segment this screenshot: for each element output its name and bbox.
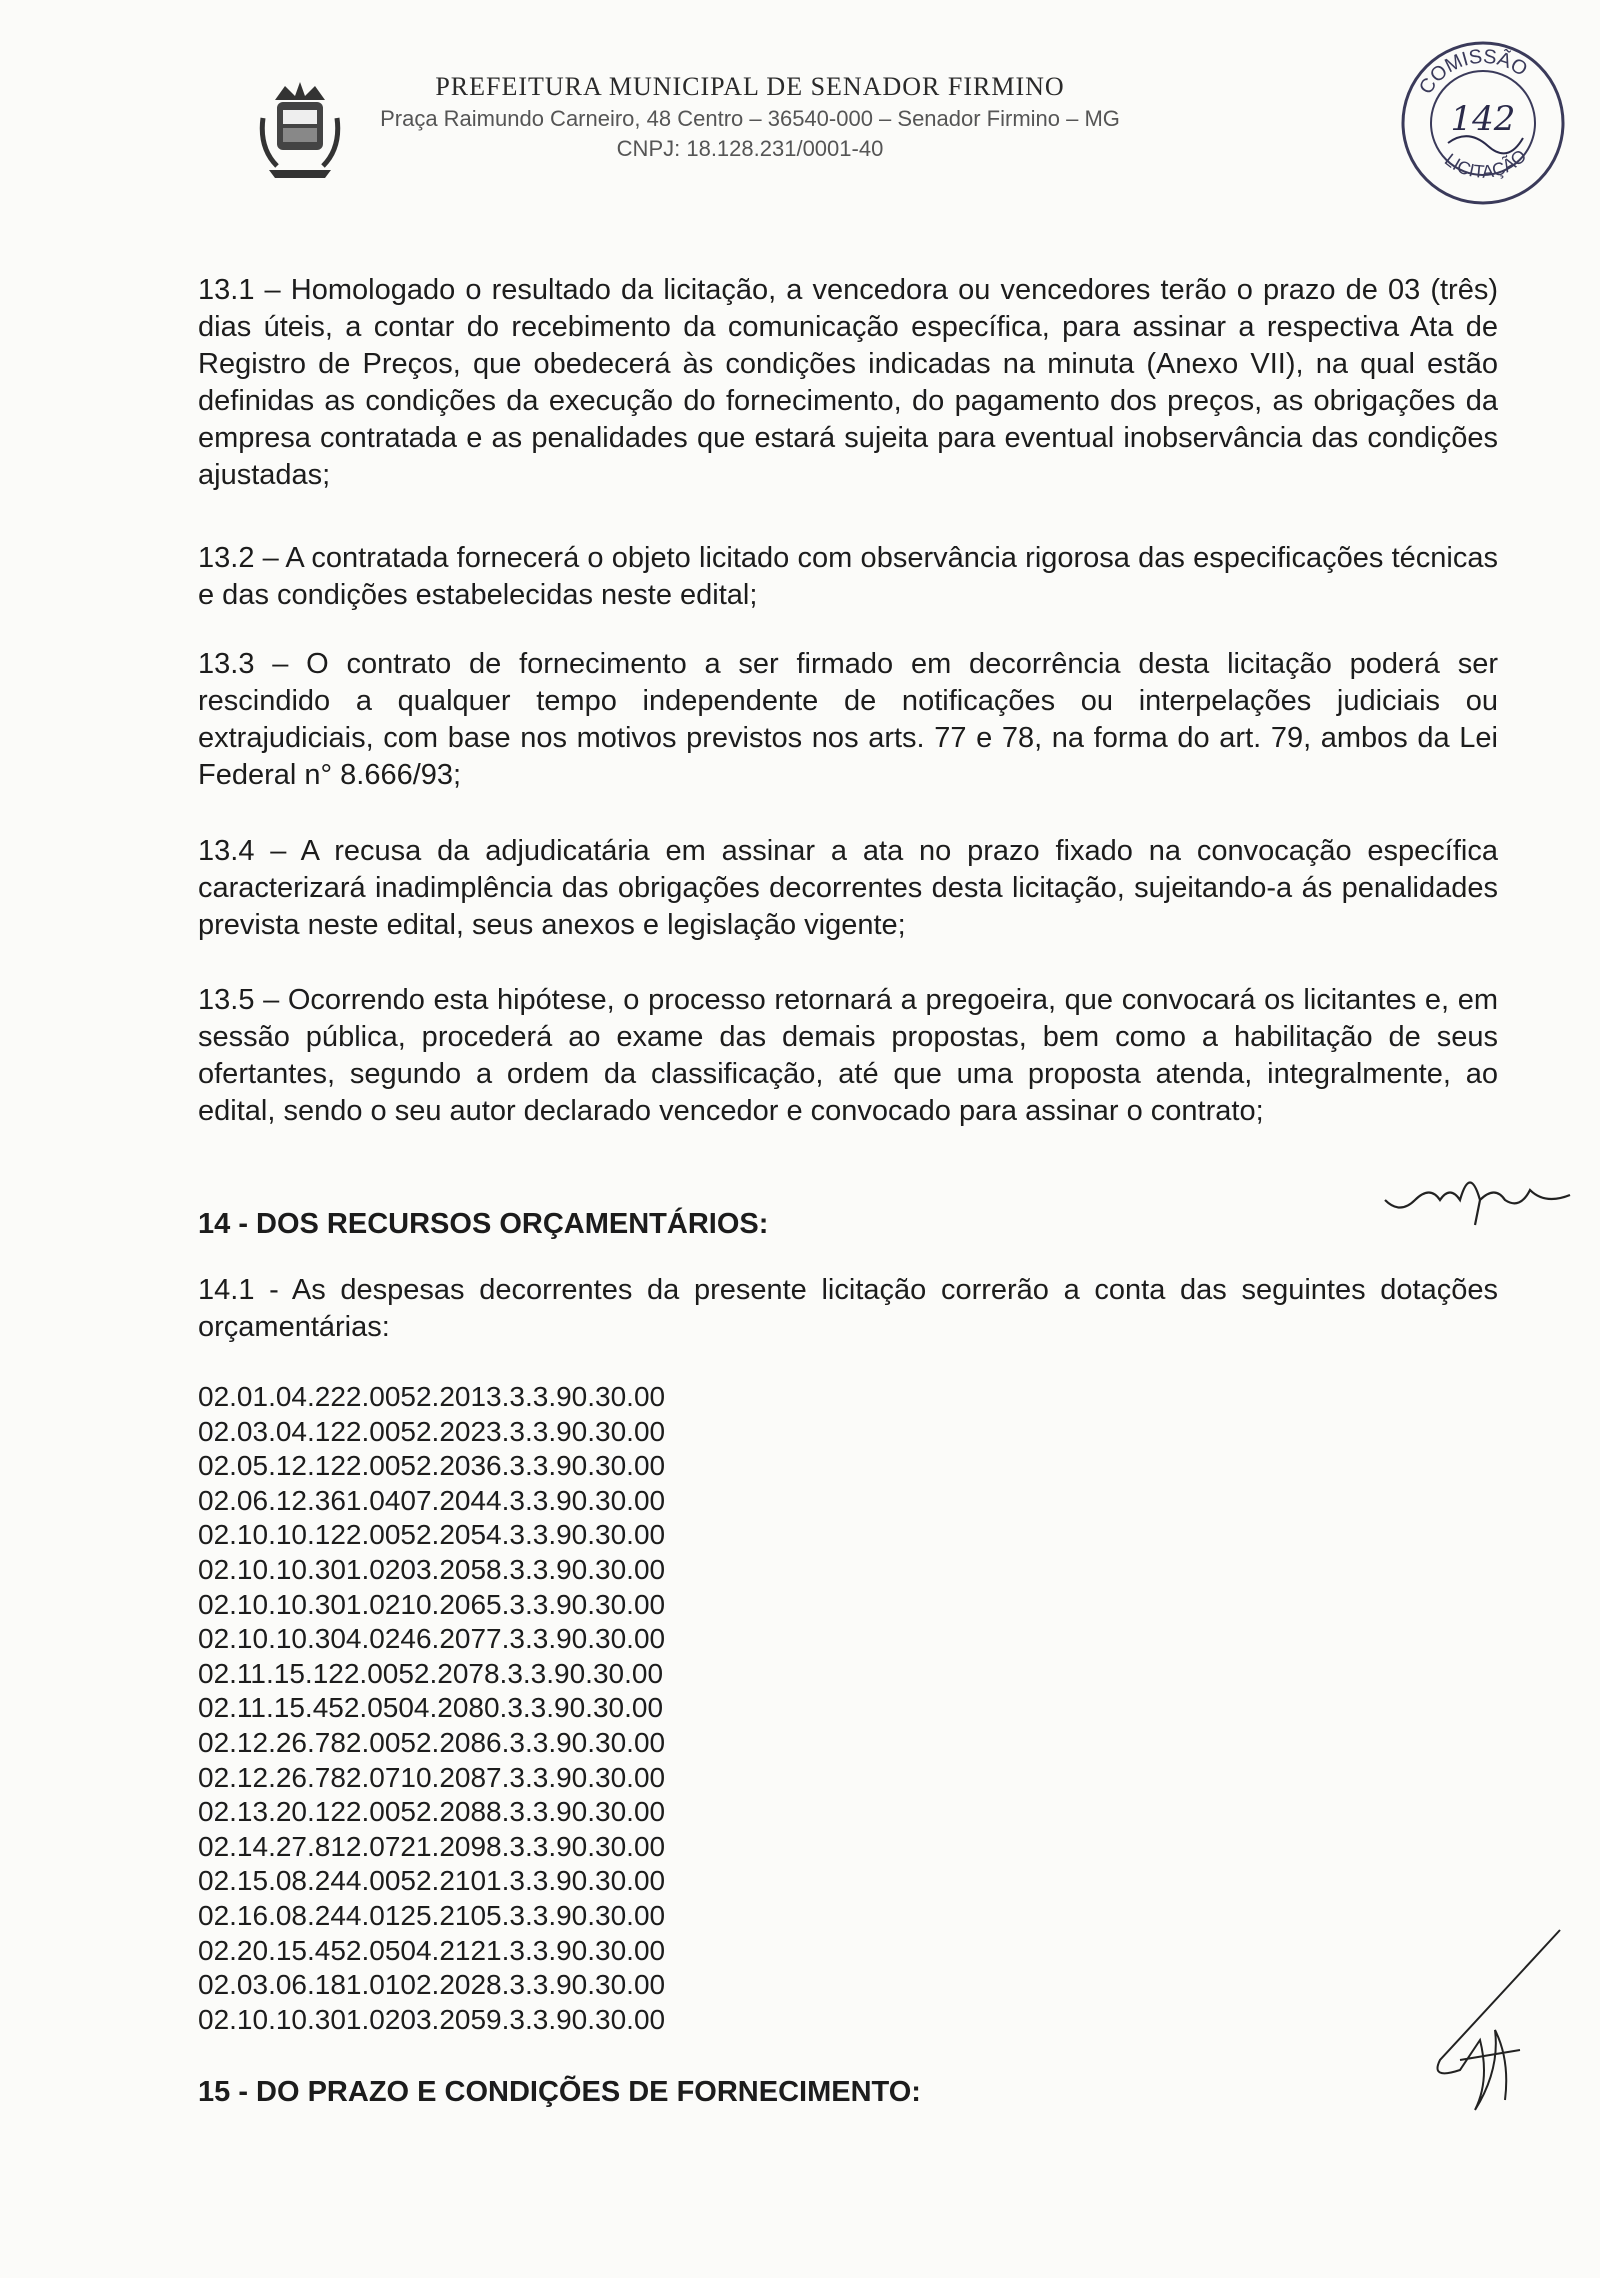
budget-code: 02.10.10.301.0203.2058.3.3.90.30.00 [198,1553,666,1585]
budget-codes-list-wrap [198,1380,1498,2037]
clause-13-4 [198,833,1498,944]
section-15-title: 15 - DO PRAZO E CONDIÇÕES DE FORNECIMENTO: [198,2076,921,2108]
commission-stamp [1398,38,1568,208]
budget-code: 02.14.27.812.0721.2098.3.3.90.30.00 [198,1830,666,1862]
letterhead [250,70,1250,164]
section-15-heading [198,2074,1498,2111]
handwritten-initials [1380,1155,1580,1235]
budget-code: 02.10.10.304.0246.2077.3.3.90.30.00 [198,1623,666,1655]
clause-13-1 [198,272,1498,494]
budget-code: 02.06.12.361.0407.2044.3.3.90.30.00 [198,1484,666,1516]
budget-code: 02.10.10.301.0210.2065.3.3.90.30.00 [198,1588,666,1620]
budget-code: 02.03.04.122.0052.2023.3.3.90.30.00 [198,1415,666,1447]
clause-13-3 [198,646,1498,794]
letterhead-address: Praça Raimundo Carneiro, 48 Centro – 36540-000 – Senador Firmino – MG [380,106,1120,131]
clause-13-2 [198,540,1498,614]
section-14-heading [198,1206,1498,1243]
budget-code: 02.16.08.244.0125.2105.3.3.90.30.00 [198,1899,666,1931]
budget-code: 02.11.15.452.0504.2080.3.3.90.30.00 [198,1692,664,1724]
letterhead-cnpj: CNPJ: 18.128.231/0001-40 [616,136,884,161]
clause-14-1-text: 14.1 - As despesas decorrentes da presente licitação correrão a conta das seguintes dotações orçamentárias: [198,1274,1498,1343]
section-14-title: 14 - DOS RECURSOS ORÇAMENTÁRIOS: [198,1208,769,1240]
letterhead-title: PREFEITURA MUNICIPAL DE SENADOR FIRMINO [435,72,1065,101]
budget-code: 02.11.15.122.0052.2078.3.3.90.30.00 [198,1657,664,1689]
stamp-number: 142 [1450,99,1516,139]
budget-code: 02.12.26.782.0710.2087.3.3.90.30.00 [198,1761,666,1793]
clause-13-1-text: 13.1 – Homologado o resultado da licitação, a vencedora ou vencedores terão o prazo de 03 (três) dias úteis, a contar do recebimento da comunicação específica, para assinar a respectiva Ata de Registro de Preços, que obedecerá às condições indicadas na minuta (Anexo VII), na qual estão definidas as condições da execução do fornecimento, do pagamento dos preços, as obrigações da empresa contratada e as penalidades que estará sujeita para eventual inobservância das condições ajustadas; [198,274,1498,491]
budget-code: 02.12.26.782.0052.2086.3.3.90.30.00 [198,1726,666,1758]
clause-13-5-text: 13.5 – Ocorrendo esta hipótese, o processo retornará a pregoeira, que convocará os licitantes e, em sessão pública, procederá ao exame das demais propostas, bem como a habilitação de seus ofertantes, segundo a ordem da classificação, até que uma proposta atenda, integralmente, ao edital, sendo o seu autor declarado vencedor e convocado para assinar o contrato; [198,984,1498,1127]
clause-13-4-text: 13.4 – A recusa da adjudicatária em assinar a ata no prazo fixado na convocação específica caracterizará inadimplência das obrigações decorrentes desta licitação, sujeitando-a ás penalidades prevista neste edital, seus anexos e legislação vigente; [198,835,1498,941]
svg-text:LICITAÇÃO [1441,146,1530,182]
budget-code: 02.20.15.452.0504.2121.3.3.90.30.00 [198,1934,666,1966]
clause-13-3-text: 13.3 – O contrato de fornecimento a ser firmado em decorrência desta licitação poderá ser rescindido a qualquer tempo independente de notificações ou interpelações judiciais ou extrajudiciais, com base nos motivos previstos nos arts. 77 e 78, na forma do art. 79, ambos da Lei Federal n° 8.666/93; [198,648,1498,791]
budget-code: 02.13.20.122.0052.2088.3.3.90.30.00 [198,1796,666,1828]
budget-code: 02.01.04.222.0052.2013.3.3.90.30.00 [198,1381,666,1412]
handwritten-signature [1420,1920,1570,2120]
budget-codes-list [198,1380,1498,2037]
stamp-bottom-text: LICITAÇÃO [1440,145,1531,182]
stamp-top-text: COMISSÃO [1415,45,1532,99]
clause-13-2-text: 13.2 – A contratada fornecerá o objeto licitado com observância rigorosa das especificações técnicas e das condições estabelecidas neste edital; [198,542,1498,611]
clause-14-1 [198,1272,1498,1346]
budget-code: 02.10.10.301.0203.2059.3.3.90.30.00 [198,2003,666,2035]
budget-code: 02.05.12.122.0052.2036.3.3.90.30.00 [198,1450,666,1482]
budget-code: 02.15.08.244.0052.2101.3.3.90.30.00 [198,1865,666,1897]
clause-13-5 [198,982,1498,1130]
budget-code: 02.10.10.122.0052.2054.3.3.90.30.00 [198,1519,666,1551]
budget-code: 02.03.06.181.0102.2028.3.3.90.30.00 [198,1969,666,2001]
